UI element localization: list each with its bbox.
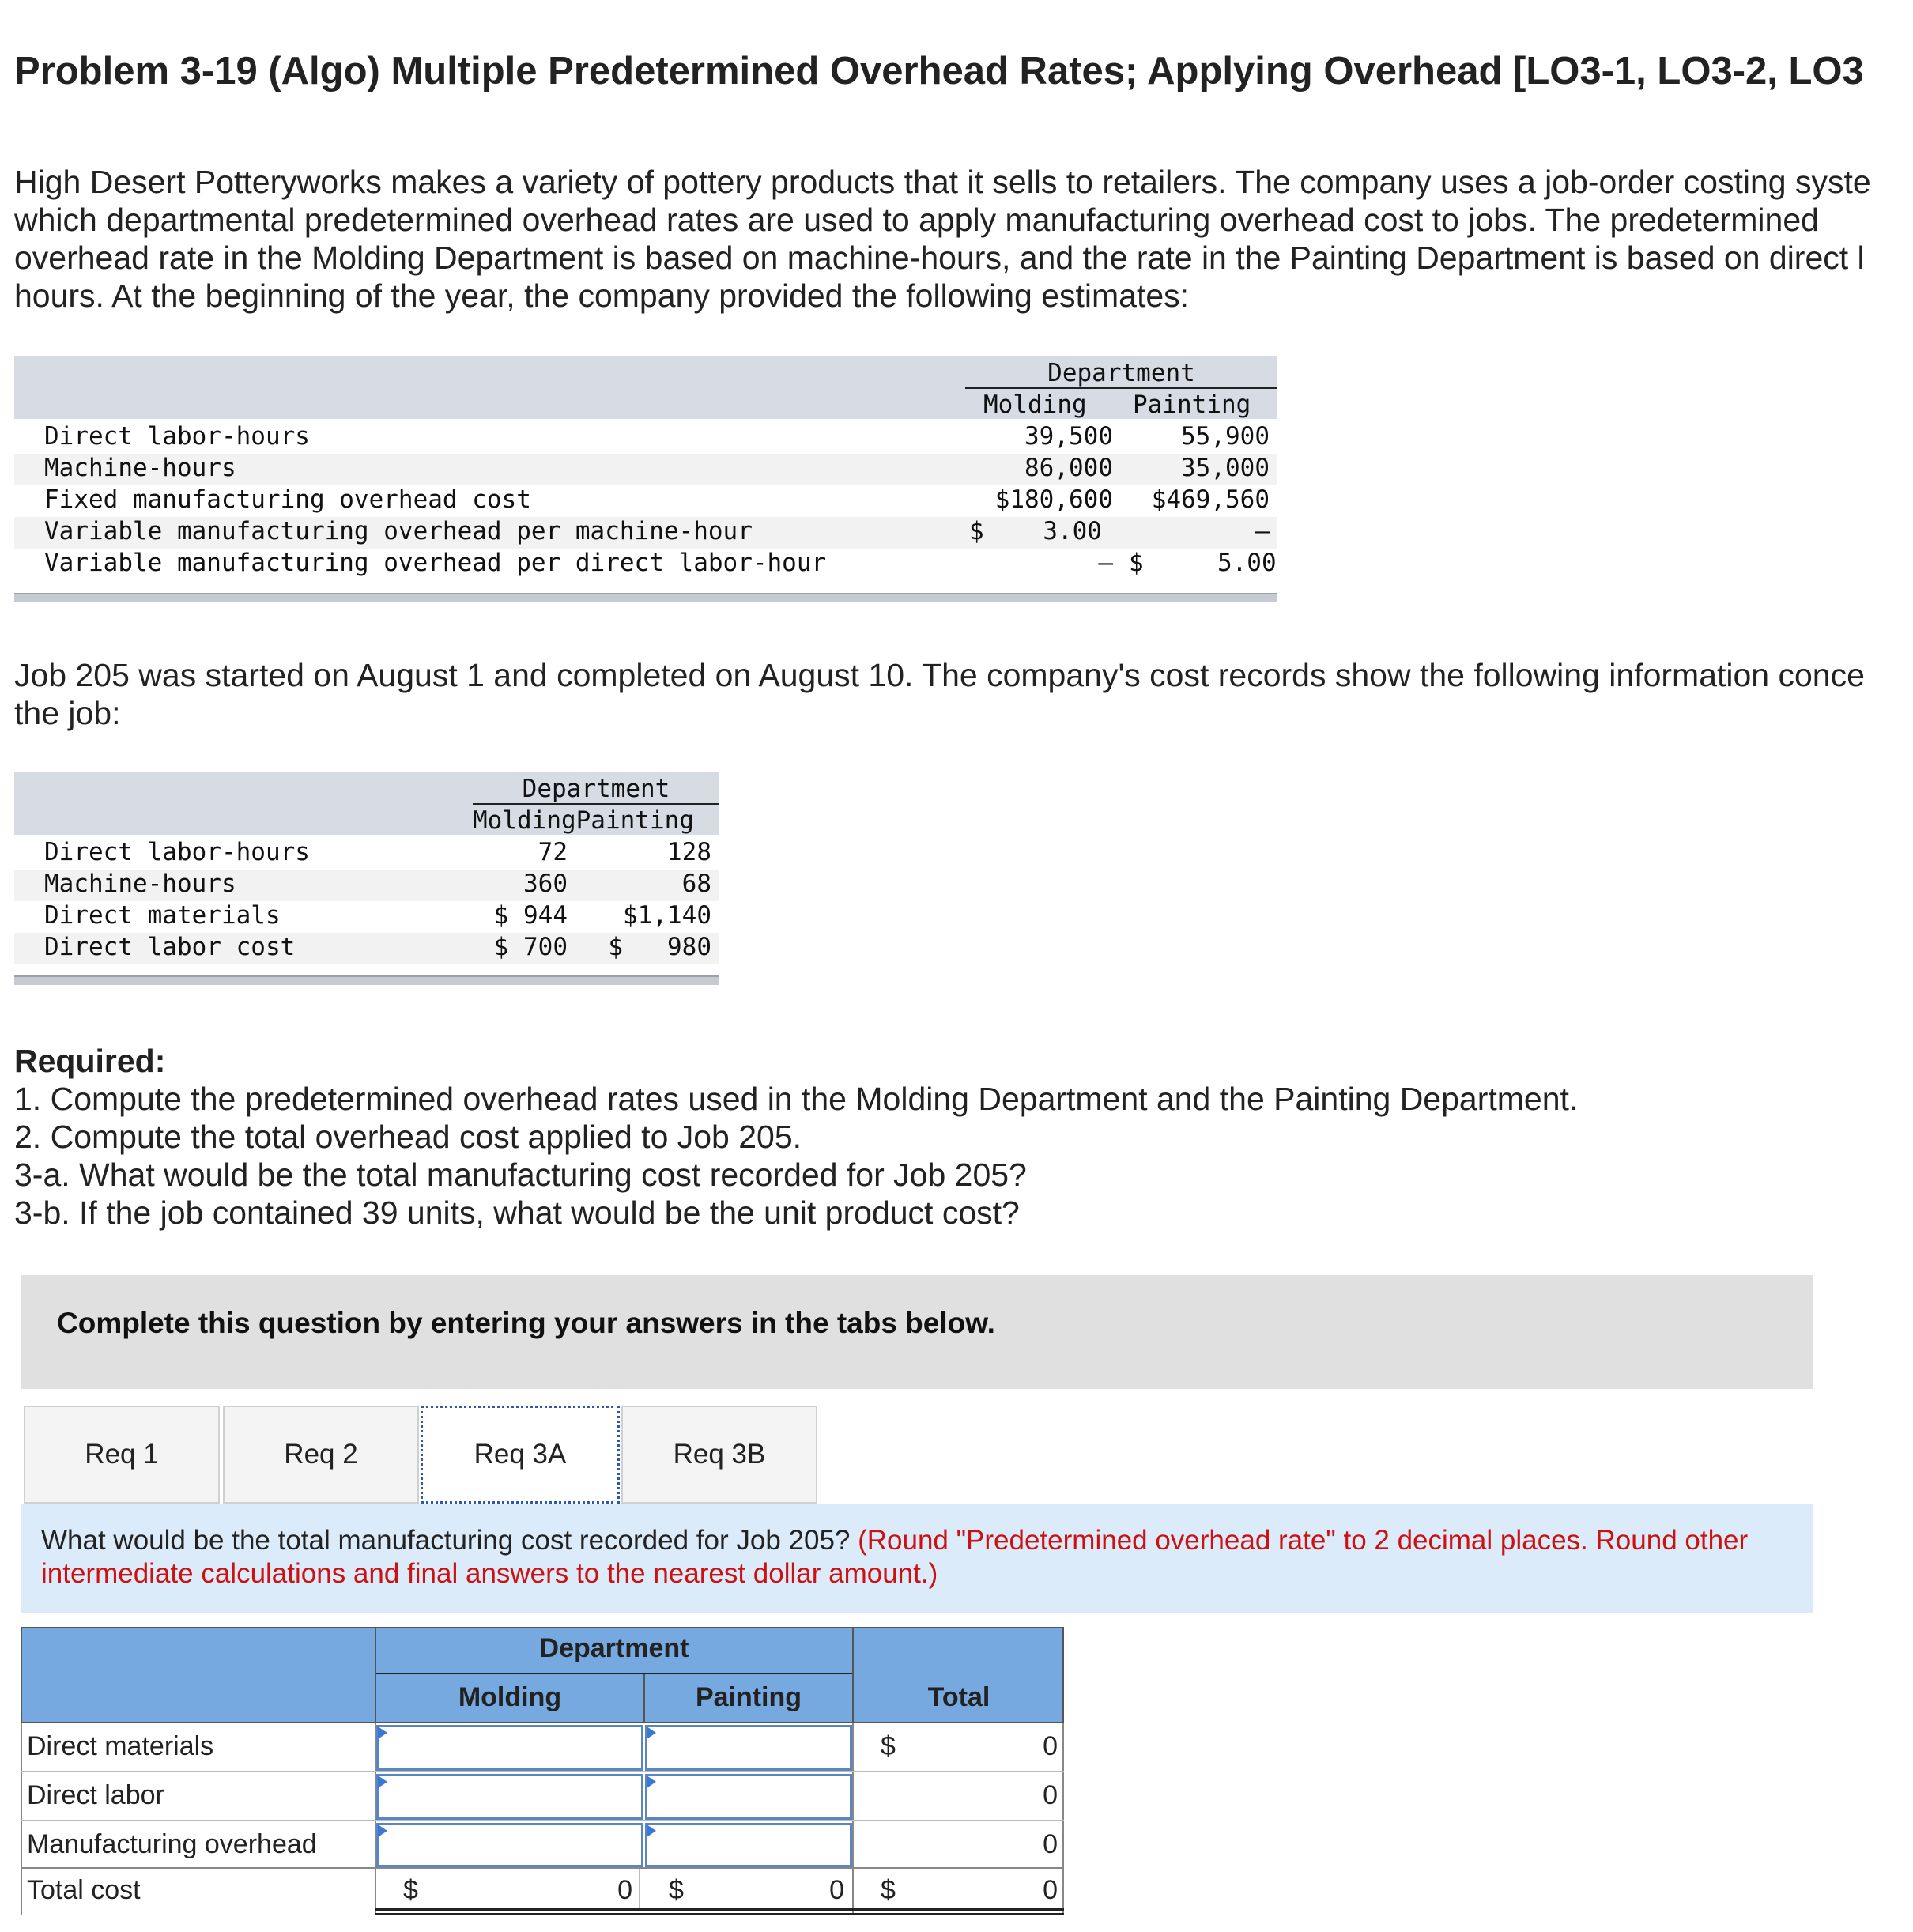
grand-total-cost: 0 (1043, 1875, 1058, 1905)
table-row (14, 933, 719, 964)
molding-direct-labor-input[interactable] (376, 1774, 643, 1820)
rounding-note: (Round "Predetermined overhead rate" to 2 decimal places. Round other intermediate calculations and final answers to the nearest dollar amount.) (41, 1525, 1749, 1589)
row-label: Direct materials (44, 901, 281, 930)
molding-value: $ 3.00 (969, 517, 1102, 545)
input-marker-icon (647, 1775, 656, 1788)
divider (965, 387, 1277, 389)
department-header: Department (539, 1633, 689, 1663)
input-marker-icon (378, 1824, 387, 1837)
currency-symbol: $ (881, 1731, 896, 1761)
tab-req-2[interactable]: Req 2 (223, 1406, 419, 1504)
required-heading: Required: (14, 1043, 166, 1079)
painting-direct-materials-input[interactable] (645, 1725, 852, 1771)
required-item: 1. Compute the predetermined overhead rates used in the Molding Department and the Painting Department. (14, 1081, 1579, 1117)
molding-overhead-input[interactable] (376, 1823, 643, 1867)
molding-value: 39,500 (1024, 422, 1113, 451)
input-marker-icon (647, 1824, 656, 1837)
molding-direct-materials-input[interactable] (376, 1725, 643, 1771)
painting-header: Painting (1133, 391, 1251, 419)
molding-value: – (1098, 549, 1113, 577)
divider (473, 803, 719, 805)
table-row (14, 838, 719, 870)
row-label: Total cost (27, 1875, 141, 1905)
painting-overhead-input[interactable] (645, 1823, 852, 1867)
divider (639, 1869, 640, 1908)
row-label: Direct labor-hours (44, 838, 310, 866)
table-row (14, 454, 1277, 485)
currency-symbol: $ (881, 1875, 896, 1905)
painting-value: 128 (667, 838, 711, 866)
row-label: Fixed manufacturing overhead cost (44, 485, 531, 514)
input-marker-icon (378, 1775, 387, 1788)
molding-header: Molding (983, 391, 1087, 419)
input-marker-icon (647, 1726, 656, 1739)
row-label: Direct materials (27, 1731, 214, 1761)
row-label: Variable manufacturing overhead per machine-hour (44, 517, 753, 545)
instruction-text: Complete this question by entering your answers in the tabs below. (57, 1307, 995, 1339)
total-overhead: 0 (1043, 1829, 1058, 1859)
painting-header: Painting (695, 1682, 802, 1712)
total-header: Total (927, 1682, 990, 1712)
currency-symbol: $ (403, 1875, 418, 1905)
table-bottom-bar (14, 975, 719, 985)
molding-value: $180,600 (994, 485, 1113, 514)
required-item: 3-b. If the job contained 39 units, what would be the unit product cost? (14, 1194, 1020, 1231)
painting-value: 55,900 (1181, 422, 1270, 451)
column-header: MoldingPainting (473, 806, 694, 835)
tab-req-3b[interactable]: Req 3B (621, 1406, 817, 1504)
table-row (14, 870, 719, 901)
required-item: 2. Compute the total overhead cost applied to Job 205. (14, 1119, 802, 1155)
painting-total-cost: 0 (829, 1875, 844, 1905)
table-row (14, 485, 1277, 517)
intro-line: High Desert Potteryworks makes a variety of pottery products that it sells to retailers. The company uses a job-order costing syste (14, 164, 1871, 200)
divider (21, 1723, 22, 1915)
painting-value: $ 5.00 (1129, 549, 1277, 577)
department-header: Department (522, 775, 670, 803)
total-direct-materials: 0 (1043, 1731, 1058, 1761)
table-row (14, 517, 1277, 549)
table-row (14, 549, 1277, 580)
row-label: Direct labor cost (44, 933, 296, 961)
question-box (21, 1504, 1813, 1613)
question-text: What would be the total manufacturing cost recorded for Job 205? (41, 1525, 851, 1556)
molding-value: 360 (523, 870, 568, 898)
painting-value: 35,000 (1181, 454, 1270, 482)
total-direct-labor: 0 (1043, 1780, 1058, 1810)
divider (376, 1673, 852, 1674)
intro-line: hours. At the beginning of the year, the company provided the following estimates: (14, 277, 1190, 314)
molding-value: $ 700 (493, 933, 568, 961)
painting-value: $469,560 (1151, 485, 1270, 514)
painting-value: – (1255, 517, 1270, 545)
divider (375, 1908, 1064, 1911)
row-label: Manufacturing overhead (27, 1829, 317, 1859)
molding-total-cost: 0 (617, 1875, 632, 1905)
row-label: Direct labor (27, 1780, 164, 1810)
row-label: Machine-hours (44, 870, 236, 898)
tab-req-1[interactable]: Req 1 (24, 1406, 220, 1504)
tab-req-3a[interactable]: Req 3A (421, 1406, 620, 1504)
divider (21, 1867, 1064, 1869)
table-row (14, 422, 1277, 454)
question-text-block (41, 1524, 1796, 1591)
painting-value: 68 (681, 870, 711, 898)
answer-table (21, 1627, 1066, 1919)
painting-direct-labor-input[interactable] (645, 1774, 852, 1820)
job-paragraph (14, 656, 1911, 732)
job-table (14, 772, 719, 990)
divider (21, 1820, 1064, 1821)
painting-value: $1,140 (623, 901, 711, 930)
estimates-table (14, 356, 1277, 607)
divider (1062, 1723, 1064, 1915)
molding-value: 72 (538, 838, 568, 866)
molding-value: 86,000 (1024, 454, 1113, 482)
painting-value: $ 980 (608, 933, 711, 961)
page-title: Problem 3-19 (Algo) Multiple Predetermined Overhead Rates; Applying Overhead [LO3-1, LO3-2, LO3 (14, 50, 1864, 92)
table-bottom-bar (14, 593, 1277, 602)
divider (375, 1913, 1064, 1915)
row-label: Machine-hours (44, 454, 236, 482)
currency-symbol: $ (669, 1875, 684, 1905)
required-section (14, 1042, 1578, 1232)
table-row (14, 901, 719, 933)
divider (21, 1771, 1064, 1772)
department-header: Department (1047, 359, 1195, 387)
input-marker-icon (378, 1726, 387, 1739)
required-item: 3-a. What would be the total manufacturing cost recorded for Job 205? (14, 1157, 1027, 1193)
row-label: Direct labor-hours (44, 422, 310, 451)
job-line: the job: (14, 695, 121, 731)
instruction-box (21, 1275, 1813, 1389)
intro-line: overhead rate in the Molding Department is based on machine-hours, and the rate in the Painting Department is based on direct l (14, 240, 1865, 276)
intro-paragraph (14, 163, 1911, 315)
molding-header: Molding (458, 1682, 562, 1712)
intro-line: which departmental predetermined overhead rates are used to apply manufacturing overhead cost to jobs. The predetermined (14, 202, 1819, 238)
job-line: Job 205 was started on August 1 and completed on August 10. The company's cost records show the following information conce (14, 657, 1865, 693)
row-label: Variable manufacturing overhead per direct labor-hour (44, 549, 827, 577)
molding-value: $ 944 (493, 901, 568, 930)
